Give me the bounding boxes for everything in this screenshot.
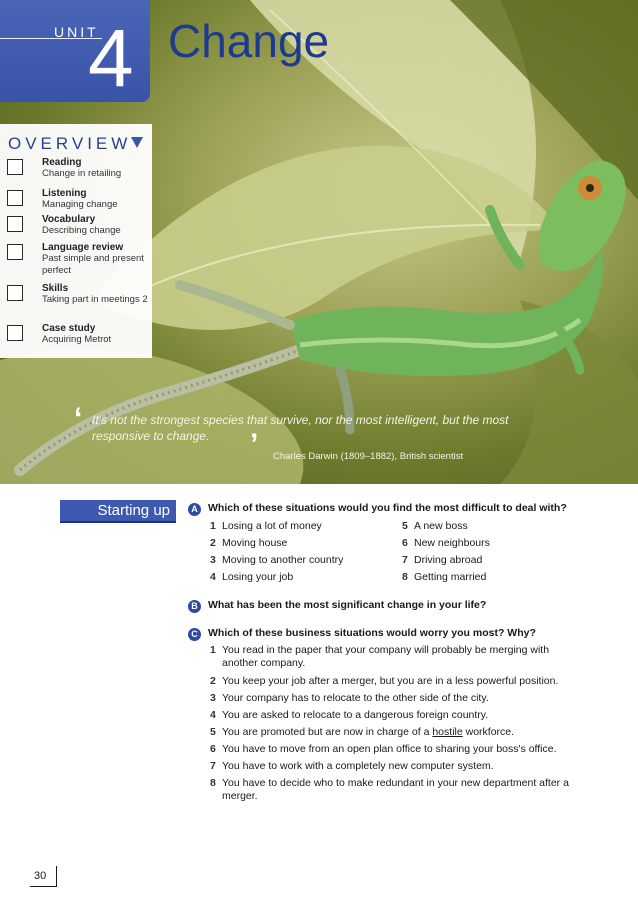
item-text-after: workforce. xyxy=(462,726,515,738)
starting-up-heading: Starting up xyxy=(60,500,176,521)
item-text-before: You are promoted but are now in charge of a xyxy=(222,726,433,738)
item-text: Getting married xyxy=(414,571,487,583)
section-c-marker: C xyxy=(188,628,201,641)
item-number: 6 xyxy=(402,537,408,549)
item-number: 5 xyxy=(210,726,216,738)
overview-item-sub: Taking part in meetings 2 xyxy=(42,294,148,305)
unit-badge xyxy=(0,0,150,102)
item-text: Losing a lot of money xyxy=(222,520,322,532)
unit-title: Change xyxy=(168,15,330,67)
section-a-question: Which of these situations would you find the most difficult to deal with? xyxy=(208,502,567,514)
section-c-question: Which of these business situations would worry you most? Why? xyxy=(208,627,536,639)
triangle-down-icon xyxy=(131,137,143,148)
section-b-question: What has been the most significant change in your life? xyxy=(208,599,487,611)
list-item xyxy=(402,571,486,584)
overview-item-title: Listening xyxy=(42,188,87,199)
list-item xyxy=(210,554,343,567)
item-text: Losing your job xyxy=(222,571,294,583)
page-number: 30 xyxy=(34,870,47,882)
list-item xyxy=(210,709,574,722)
item-number: 8 xyxy=(402,571,408,583)
item-number: 2 xyxy=(210,537,216,549)
item-number: 7 xyxy=(210,760,216,772)
unit-label: UNIT xyxy=(54,24,99,40)
heading-underline xyxy=(60,521,176,523)
list-item xyxy=(210,537,287,550)
item-text: You read in the paper that your company will probably be merging with another company. xyxy=(222,644,550,669)
hostile-word: hostile xyxy=(432,726,463,738)
item-number: 7 xyxy=(402,554,408,566)
item-number: 4 xyxy=(210,571,216,583)
list-item xyxy=(210,743,574,756)
item-text: Driving abroad xyxy=(414,554,483,566)
item-text: Moving to another country xyxy=(222,554,344,566)
list-item xyxy=(210,675,574,688)
item-number: 8 xyxy=(210,777,216,789)
list-item xyxy=(210,726,574,739)
item-text: A new boss xyxy=(414,520,468,532)
item-number: 5 xyxy=(402,520,408,532)
checkbox-icon xyxy=(7,159,23,175)
overview-item-title: Case study xyxy=(42,323,96,334)
item-text: You have to move from an open plan office to sharing your boss's office. xyxy=(222,743,557,755)
list-item xyxy=(210,692,574,705)
item-text: Your company has to relocate to the other side of the city. xyxy=(222,692,489,704)
item-number: 3 xyxy=(210,554,216,566)
list-item xyxy=(402,520,468,533)
checkbox-icon xyxy=(7,285,23,301)
unit-number: 4 xyxy=(88,13,134,104)
item-text: You have to work with a completely new computer system. xyxy=(222,760,494,772)
item-text: You are asked to relocate to a dangerous foreign country. xyxy=(222,709,489,721)
list-item xyxy=(210,644,574,670)
overview-item-title: Vocabulary xyxy=(42,214,96,225)
item-number: 1 xyxy=(210,520,216,532)
overview-item-sub: Acquiring Metrot xyxy=(42,334,112,345)
item-text: New neighbours xyxy=(414,537,490,549)
overview-item-title: Language review xyxy=(42,242,124,253)
checkbox-icon xyxy=(7,190,23,206)
overview-panel xyxy=(0,124,152,358)
section-b-marker: B xyxy=(188,600,201,613)
list-item xyxy=(210,777,574,803)
list-item xyxy=(402,537,490,550)
checkbox-icon xyxy=(7,325,23,341)
overview-item-sub: Managing change xyxy=(42,199,118,210)
section-a-marker: A xyxy=(188,503,201,516)
item-number: 1 xyxy=(210,644,216,656)
checkbox-icon xyxy=(7,244,23,260)
list-item xyxy=(210,520,322,533)
page-number-bar xyxy=(56,866,57,887)
open-quote-icon: ‘ xyxy=(74,402,83,435)
item-text: Moving house xyxy=(222,537,288,549)
list-item xyxy=(402,554,482,567)
overview-item-sub: Change in retailing xyxy=(42,168,122,179)
overview-item-title: Reading xyxy=(42,157,82,168)
overview-item-title: Skills xyxy=(42,283,69,294)
list-item xyxy=(210,760,574,773)
item-number: 3 xyxy=(210,692,216,704)
item-number: 2 xyxy=(210,675,216,687)
checkbox-icon xyxy=(7,216,23,232)
page-number-rule xyxy=(30,886,56,887)
list-item xyxy=(210,571,293,584)
darwin-quote: It's not the strongest species that survive, nor the most intelligent, but the most responsive to change. xyxy=(92,413,509,443)
overview-item-sub: Describing change xyxy=(42,225,121,236)
overview-heading: OVERVIEW xyxy=(8,134,132,153)
item-number: 4 xyxy=(210,709,216,721)
item-number: 6 xyxy=(210,743,216,755)
item-text: You have to decide who to make redundant in your new department after a merger. xyxy=(222,777,569,802)
overview-item-sub: Past simple and present perfect xyxy=(42,253,144,276)
item-text: You keep your job after a merger, but you are in a less powerful position. xyxy=(222,675,559,687)
quote-author: Charles Darwin (1809–1882), British scientist xyxy=(273,451,464,462)
close-quote-icon: ’ xyxy=(250,428,259,461)
item-text xyxy=(222,726,572,739)
